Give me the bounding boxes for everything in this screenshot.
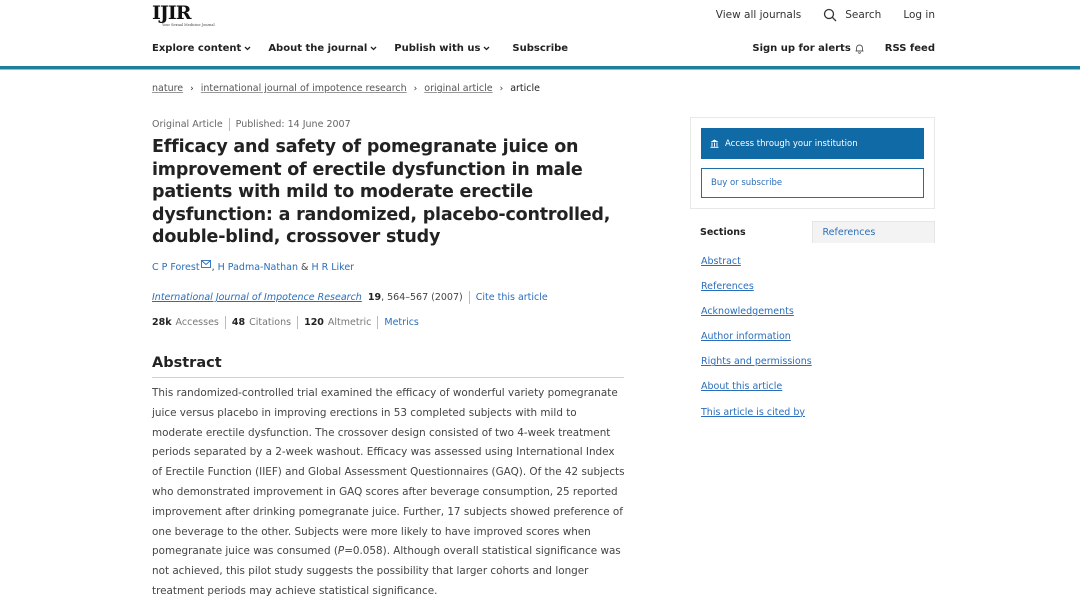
divider: [229, 118, 230, 131]
breadcrumb-original-article[interactable]: original article: [424, 83, 493, 94]
citations-count: 48: [231, 317, 246, 328]
nav-right: [732, 43, 935, 54]
nav-label: About the journal: [268, 43, 368, 54]
author-link[interactable]: H R Liker: [311, 262, 355, 273]
article-title: Efficacy and safety of pomegranate juice on improvement of erectile dysfunction in male patients with mild to moderate erectile dysfunction: a randomized, placebo-controlled, double-blind, crossover study: [152, 137, 611, 247]
abstract-divider: [152, 377, 624, 378]
section-link-cited-by[interactable]: This article is cited by: [701, 406, 805, 418]
search-icon: [823, 8, 837, 22]
sign-up-alerts-link[interactable]: [752, 43, 864, 54]
abstract-p-symbol: P: [337, 545, 345, 558]
accesses-count: 28k: [152, 317, 172, 328]
published-date: Published: 14 June 2007: [235, 119, 351, 130]
chevron-down-icon: [244, 46, 251, 51]
divider: [297, 316, 298, 329]
chevron-right-icon: ›: [190, 83, 194, 94]
sections-list: [701, 255, 812, 431]
author-list: [152, 262, 354, 273]
tab-sections[interactable]: Sections: [690, 221, 812, 243]
nav-publish-with-us[interactable]: [394, 43, 490, 54]
divider: [225, 316, 226, 329]
article-meta: [152, 118, 351, 131]
section-link-acknowledgements[interactable]: Acknowledgements: [701, 306, 794, 318]
nav-subscribe[interactable]: Subscribe: [512, 43, 569, 54]
journal-link[interactable]: International Journal of Impotence Research: [152, 292, 362, 303]
access-label: Access through your institution: [725, 138, 858, 149]
section-link-abstract[interactable]: Abstract: [701, 256, 741, 267]
chevron-right-icon: ›: [499, 83, 504, 94]
cite-this-article-link[interactable]: Cite this article: [475, 292, 548, 303]
access-box: [690, 117, 935, 209]
view-all-journals-link[interactable]: View all journals: [715, 9, 802, 21]
volume: 19: [367, 292, 382, 303]
rss-feed-link[interactable]: RSS feed: [884, 43, 935, 54]
logo-subtitle: Your Sexual Medicine Journal: [162, 23, 215, 27]
section-link-references[interactable]: References: [701, 281, 754, 293]
pages: , 564–567 (2007): [381, 292, 463, 303]
author-separator: ,: [211, 262, 215, 273]
citation-line: [152, 291, 548, 304]
metrics-line: [152, 316, 419, 329]
accesses-label: Accesses: [175, 317, 219, 328]
journal-logo[interactable]: [152, 4, 215, 27]
chevron-down-icon: [483, 46, 490, 51]
search-button[interactable]: [823, 8, 881, 22]
tab-references[interactable]: References: [812, 221, 936, 243]
article-type: Original Article: [152, 119, 223, 130]
sidebar-tabs: [690, 221, 935, 243]
breadcrumb-nature[interactable]: nature: [152, 83, 184, 94]
abstract-part: This randomized-controlled trial examined the efficacy of wonderful variety pomegranate juice versus placebo in improving erections in 53 completed subjects with mild to moderate erectile dysfunction. The crossover design consisted of two 4-week treatment periods separated by a 2-week washout. Efficacy was assessed using International Index of Erectile Function (IIEF) and Global Assessment Questionnaires (GAQ). Of the 42 subjects who demonstrated improvement in GAQ scores after beverage consumption, 25 reported improvement after drinking pomegranate juice. Further, 17 subjects showed preference of one beverage to the other. Subjects were more likely to have improved scores when pomegranate juice was consumed (: [152, 387, 625, 558]
mail-icon[interactable]: [201, 260, 211, 268]
access-institution-button[interactable]: [701, 128, 924, 159]
nav-label: Explore content: [152, 43, 242, 54]
alerts-label: Sign up for alerts: [752, 43, 851, 54]
nav-about-journal[interactable]: [268, 43, 377, 54]
main-nav: [152, 43, 585, 54]
chevron-down-icon: [370, 46, 377, 51]
login-link[interactable]: Log in: [903, 9, 935, 21]
altmetric-label: Altmetric: [327, 317, 372, 328]
breadcrumb-journal[interactable]: international journal of impotence research: [200, 83, 407, 94]
altmetric-count: 120: [304, 317, 324, 328]
author-separator: &: [301, 262, 309, 273]
logo-text: IJIR: [152, 2, 191, 24]
abstract-heading: Abstract: [152, 355, 222, 371]
citations-label: Citations: [249, 317, 292, 328]
chevron-right-icon: ›: [413, 83, 418, 94]
section-link-author-information[interactable]: Author information: [701, 331, 791, 343]
breadcrumb-current: article: [510, 83, 541, 94]
bell-icon: [854, 43, 865, 54]
abstract-text: [152, 384, 627, 602]
author-link[interactable]: H Padma-Nathan: [217, 262, 298, 273]
abstract-part: =0.058). Although overall statistical significance was not achieved, this pilot study suggests the possibility that larger cohorts and longer treatment periods may achieve statistical significance.: [152, 545, 621, 597]
nav-explore-content[interactable]: [152, 43, 251, 54]
buy-subscribe-button[interactable]: Buy or subscribe: [701, 168, 924, 198]
top-links: [694, 8, 935, 22]
section-link-about[interactable]: About this article: [701, 381, 783, 393]
divider: [469, 291, 470, 304]
nav-label: Publish with us: [394, 43, 481, 54]
search-label: Search: [845, 9, 882, 21]
section-link-rights[interactable]: Rights and permissions: [701, 356, 812, 368]
breadcrumb: [152, 83, 540, 94]
institution-icon: [710, 139, 719, 148]
author-link[interactable]: C P Forest: [152, 262, 200, 273]
divider: [377, 316, 378, 329]
header-divider: [0, 66, 1080, 70]
metrics-link[interactable]: Metrics: [384, 317, 419, 328]
